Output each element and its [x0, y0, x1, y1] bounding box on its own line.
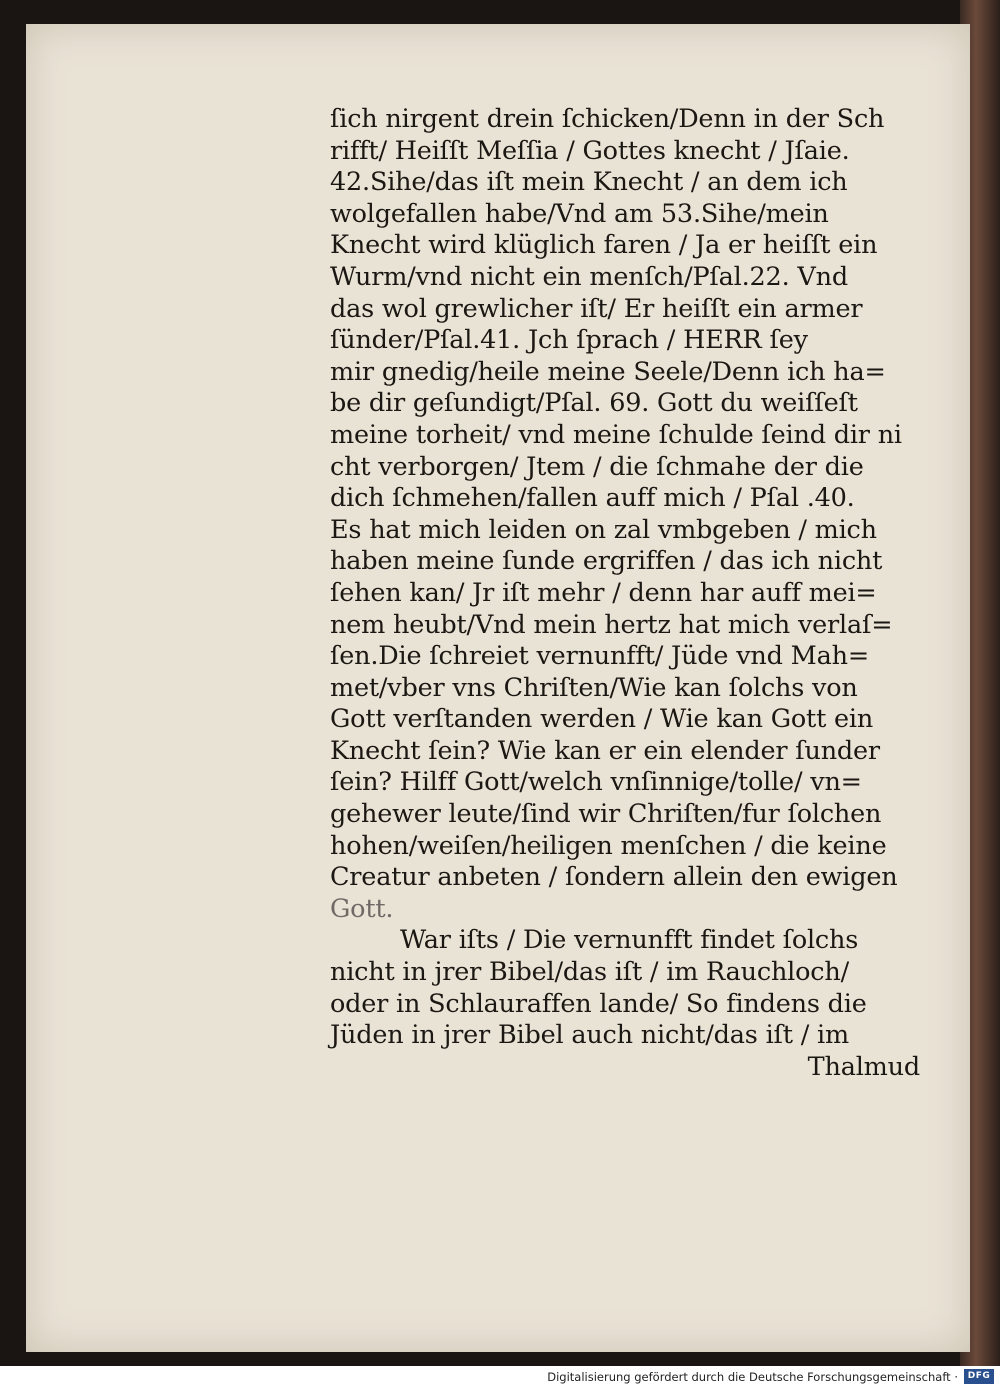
paragraph-line: oder in Schlauraffen lande/ So findens die: [330, 988, 867, 1019]
text-line: dich ſchmehen/fallen auff mich / Pſal .40.: [330, 483, 855, 514]
text-line: rifft/ Heiſſt Meſſia / Gottes knecht / Jſaie.: [330, 135, 850, 166]
text-line: meine torheit/ vnd meine ſchulde ſeind dir ni: [330, 419, 902, 450]
text-line: ſen.Die ſchreiet vernunfft/ Jüde vnd Mah=: [330, 641, 869, 672]
text-line: nem heubt/Vnd mein hertz hat mich verlaſ=: [330, 609, 893, 640]
text-line: Gott.: [330, 893, 394, 924]
text-line: ſehen kan/ Jr iſt mehr / denn har auff mei=: [330, 577, 877, 608]
paragraph-line: nicht in jrer Bibel/das iſt / im Rauchloch/: [330, 957, 849, 988]
text-line: Es hat mich leiden on zal vmbgeben / mich: [330, 514, 877, 545]
text-line: ſich nirgent drein ſchicken/Denn in der Sch: [330, 104, 885, 134]
text-line: mir gnedig/heile meine Seele/Denn ich ha=: [330, 356, 886, 387]
text-line: wolgefallen habe/Vnd am 53.Sihe/mein: [330, 198, 829, 229]
text-line: Gott verſtanden werden / Wie kan Gott ein: [330, 704, 874, 735]
text-line: hohen/weiſen/heiligen menſchen / die keine: [330, 830, 887, 861]
digitization-footer: [0, 1366, 1000, 1388]
text-line: met/vber vns Chriſten/Wie kan ſolchs von: [330, 672, 858, 703]
text-line: das wol grewlicher iſt/ Er heiſſt ein armer: [330, 293, 863, 324]
funding-credit: Digitalisierung gefördert durch die Deutsche Forschungsgemeinschaft ·: [547, 1370, 958, 1384]
text-line: Wurm/vnd nicht ein menſch/Pſal.22. Vnd: [330, 261, 848, 292]
text-line: Knecht wird klüglich faren / Ja er heiſſt ein: [330, 230, 878, 261]
main-text-block: [330, 104, 920, 1083]
text-line: ſünder/Pſal.41. Jch ſprach / HERR ſey: [330, 325, 808, 356]
text-line: Knecht ſein? Wie kan er ein elender ſunder: [330, 735, 880, 766]
paragraph-line: Jüden in jrer Bibel auch nicht/das iſt / im: [330, 1020, 849, 1051]
text-line: Creatur anbeten / ſondern allein den ewigen: [330, 862, 898, 893]
text-line: gehewer leute/ſind wir Chriſten/fur ſolchen: [330, 799, 882, 830]
dfg-logo: DFG: [964, 1369, 994, 1384]
paragraph-line: War iſts / Die vernunfft findet ſolchs: [400, 925, 859, 956]
text-line: ſein? Hilff Gott/welch vnſinnige/tolle/ vn=: [330, 767, 862, 798]
text-line: 42.Sihe/das iſt mein Knecht / an dem ich: [330, 167, 848, 198]
text-line: cht verborgen/ Jtem / die ſchmahe der die: [330, 451, 864, 482]
catchword: Thalmud: [807, 1051, 920, 1082]
text-line: haben meine ſunde ergriffen / das ich nicht: [330, 546, 883, 577]
text-line: be dir geſundigt/Pſal. 69. Gott du weiſſeſt: [330, 388, 858, 419]
